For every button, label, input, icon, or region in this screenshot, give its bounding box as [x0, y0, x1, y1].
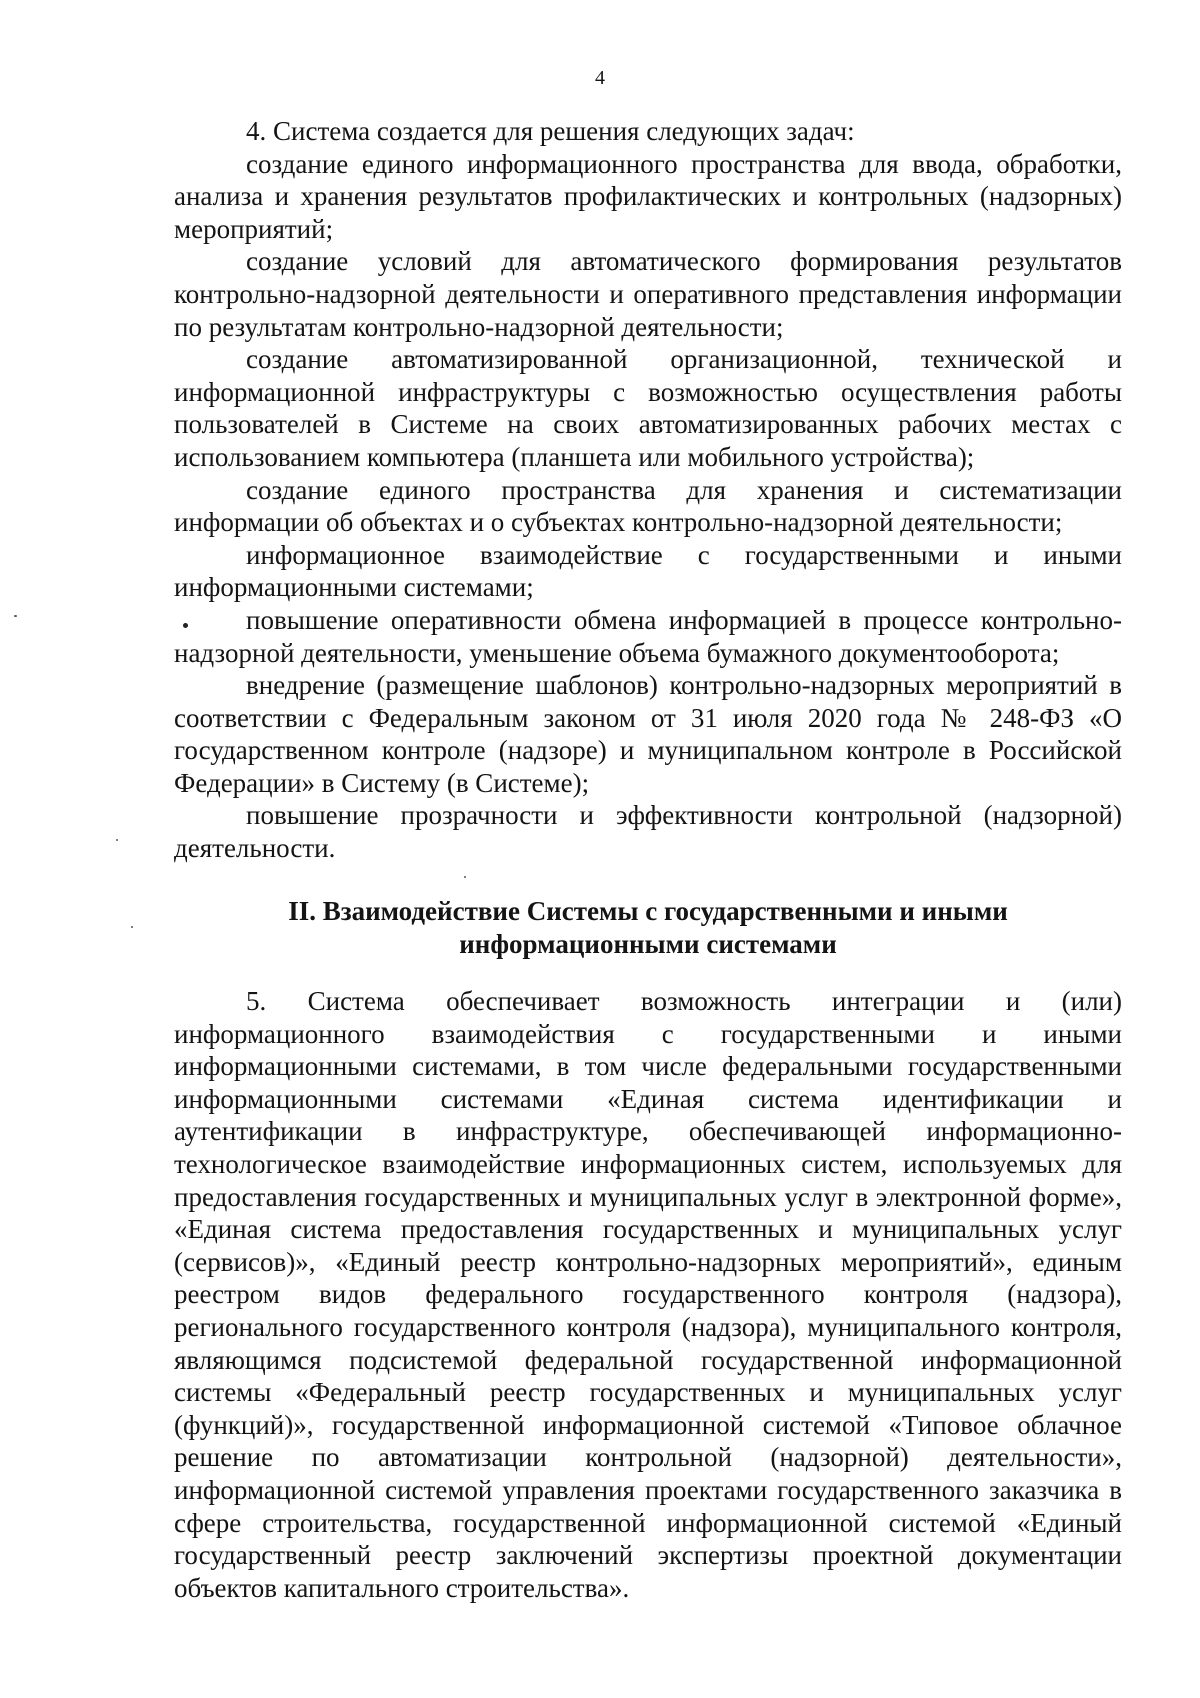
- paragraph-task-templates: внедрение (размещение шаблонов) контрольно-надзорных мероприятий в соответствии с Федеральным законом от 31 июля 2020 года № 248-ФЗ «О государственном контроле (надзоре) и муниципальном контроле в Российской Федерации» в Систему (в Системе);: [174, 670, 1122, 798]
- tasks-section: [174, 115, 1122, 865]
- paragraph-task-efficiency: повышение оперативности обмена информацией в процессе контрольно-надзорной деятельности, уменьшение объема бумажного документооборота;: [174, 604, 1122, 668]
- scan-speck: [14, 615, 17, 617]
- section-heading: [174, 895, 1122, 961]
- paragraph-task-unified-space: создание единого информационного пространства для ввода, обработки, анализа и хранения результатов профилактических и контрольных (надзорных) мероприятий;: [174, 148, 1122, 244]
- page-number: 4: [595, 67, 605, 89]
- paragraph-task-transparency: повышение прозрачности и эффективности контрольной (надзорной) деятельности.: [174, 800, 1122, 864]
- paragraph-item-5: 5. Система обеспечивает возможность интеграции и (или) информационного взаимодействия с государственными и иными информационными системами, в том числе федеральными государственными информационными системами «Единая система идентификации и аутентификации в инфраструктуре, обеспечивающей информационно-технологическое взаимодействие информационных систем, используемых для предоставления государственных и муниципальных услуг в электронной форме», «Единая система предоставления государственных и муниципальных услуг (сервисов)», «Единый реестр контрольно-надзорных мероприятий», единым реестром видов федерального государственного контроля (надзора), регионального государственного контроля (надзора), муниципального контроля, являющимся подсистемой федеральной государственной информационной системы «Федеральный реестр государственных и муниципальных услуг (функций)», государственной информационной системой «Типовое облачное решение по автоматизации контрольной (надзорной) деятельности», информационной системой управления проектами государственного заказчика в сфере строительства, государственной информационной системой «Единый государственный реестр заключений экспертизы проектной документации объектов капитального строительства».: [174, 986, 1122, 1603]
- margin-bullet-mark: [183, 623, 188, 628]
- paragraph-task-interaction: информационное взаимодействие с государственными и иными информационными системами;: [174, 539, 1122, 603]
- paragraph-task-storage-space: создание единого пространства для хранения и систематизации информации об объектах и о субъектах контрольно-надзорной деятельности;: [174, 474, 1122, 538]
- paragraph-task-automatic-forming: создание условий для автоматического формирования результатов контрольно-надзорной деятельности и оперативного представления информации по результатам контрольно-надзорной деятельности;: [174, 246, 1122, 342]
- scan-speck: [131, 926, 133, 928]
- integration-section: [174, 985, 1122, 1604]
- section-heading-line-1: II. Взаимодействие Системы с государственными и иными: [288, 896, 1008, 926]
- paragraph-item-4-intro: 4. Система создается для решения следующих задач:: [246, 116, 855, 146]
- section-heading-line-2: информационными системами: [459, 929, 837, 959]
- scan-speck: [464, 876, 466, 878]
- paragraph-task-infrastructure: создание автоматизированной организационной, технической и информационной инфраструктуры с возможностью осуществления работы пользователей в Системе на своих автоматизированных рабочих местах с использованием компьютера (планшета или мобильного устройства);: [174, 344, 1122, 472]
- scan-speck: [116, 839, 118, 841]
